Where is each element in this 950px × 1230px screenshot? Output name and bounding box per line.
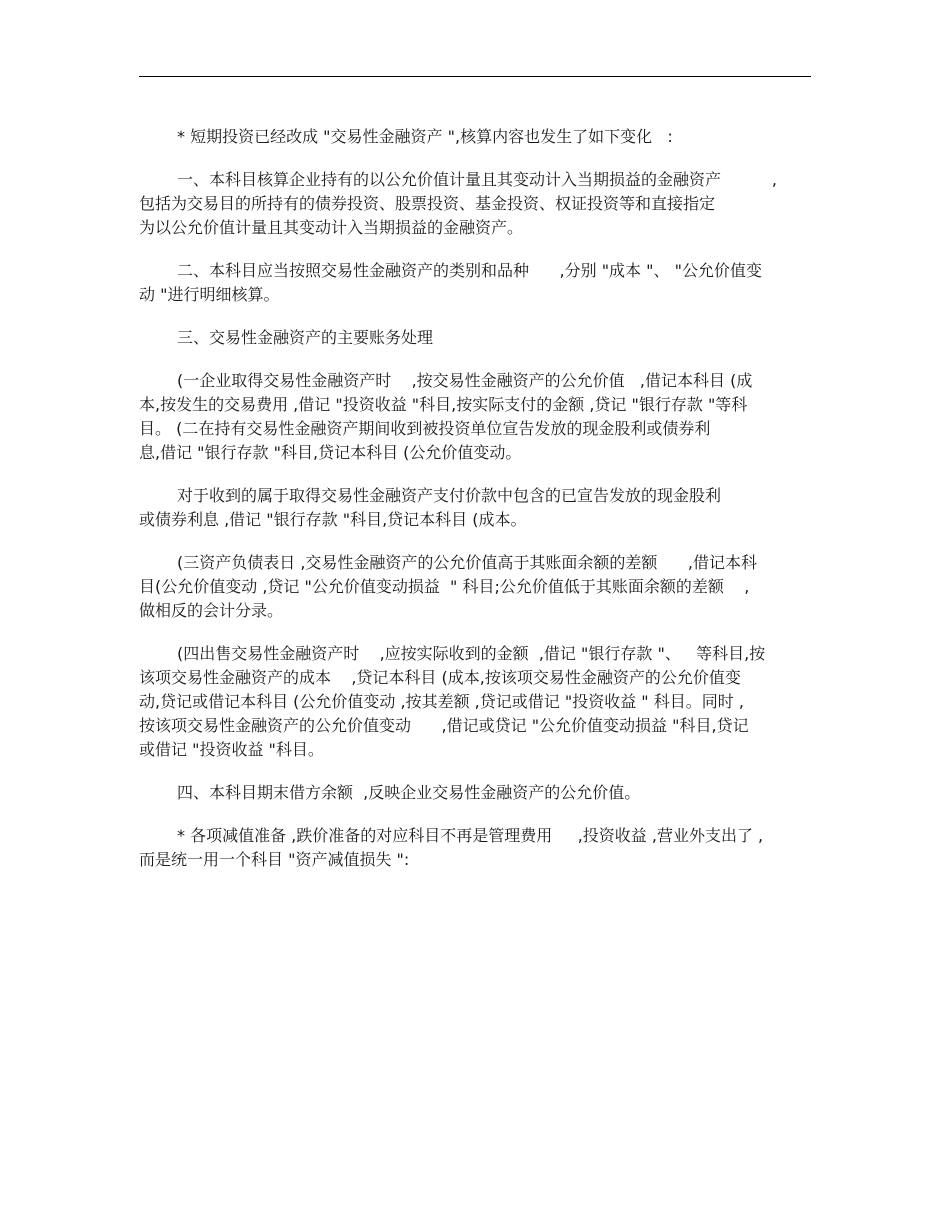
paragraph-short-term-investment-note [139, 125, 819, 149]
paragraph-item-3 [139, 551, 819, 623]
text-line: 动 "进行明细核算。 [139, 285, 280, 304]
text-line: 或借记 "投资收益 "科目。 [139, 740, 324, 759]
text-line: 一、本科目核算企业持有的以公允价值计量且其变动计入当期损益的金融资产 , [177, 170, 777, 189]
text-line: 四、本科目期末借方余额 ,反映企业交易性金融资产的公允价值。 [177, 783, 641, 802]
paragraph-section-4 [139, 781, 819, 805]
text-line: 目。 (二在持有交易性金融资产期间收到被投资单位宣告发放的现金股利或债券利 [139, 419, 711, 438]
text-line: (一企业取得交易性金融资产时 ,按交易性金融资产的公允价值 ,借记本科目 (成 [177, 371, 753, 390]
text-line: 该项交易性金融资产的成本 ,贷记本科目 (成本,按该项交易性金融资产的公允价值变 [139, 668, 741, 687]
header-rule [139, 76, 811, 77]
text-line: 做相反的会计分录。 [139, 601, 284, 620]
paragraph-section-3-heading [139, 326, 819, 350]
text-line: 息,借记 "银行存款 "科目,贷记本科目 (公允价值变动。 [139, 443, 522, 462]
text-line: 二、本科目应当按照交易性金融资产的类别和品种 ,分别 "成本 "、 "公允价值变 [177, 261, 762, 280]
paragraph-dividend-received [139, 484, 819, 532]
text-line: 本,按发生的交易费用 ,借记 "投资收益 "科目,按实际支付的金额 ,贷记 "银行存款 "等科 [139, 395, 748, 414]
text-line: 三、交易性金融资产的主要账务处理 [177, 328, 434, 347]
text-line: 动,贷记或借记本科目 (公允价值变动 ,按其差额 ,贷记或借记 "投资收益 " 科目。同时 , [139, 692, 744, 711]
text-line: 按该项交易性金融资产的公允价值变动 ,借记或贷记 "公允价值变动损益 "科目,贷记 [139, 716, 749, 735]
text-line: 为以公允价值计量且其变动计入当期损益的金融资产。 [139, 218, 524, 237]
paragraph-section-2 [139, 259, 819, 307]
text-line: * 各项减值准备 ,跌价准备的对应科目不再是管理费用 ,投资收益 ,营业外支出了 , [177, 826, 764, 845]
text-line: 或债券利息 ,借记 "银行存款 "科目,贷记本科目 (成本。 [139, 510, 527, 529]
text-line: (三资产负债表日 ,交易性金融资产的公允价值高于其账面余额的差额 ,借记本科 [177, 553, 758, 572]
paragraph-section-1 [139, 168, 819, 240]
text-line: 对于收到的属于取得交易性金融资产支付价款中包含的已宣告发放的现金股利 [177, 486, 722, 505]
document-body [139, 125, 819, 891]
text-line: 目(公允价值变动 ,贷记 "公允价值变动损益 " 科目;公允价值低于其账面余额的差额 , [139, 577, 750, 596]
paragraph-impairment-note [139, 824, 819, 872]
paragraph-item-4 [139, 642, 819, 762]
text-line: 包括为交易目的所持有的债券投资、股票投资、基金投资、权证投资等和直接指定 [139, 194, 716, 213]
text-line: 而是统一用一个科目 "资产减值损失 ": [139, 850, 410, 869]
paragraph-item-1-2 [139, 369, 819, 465]
text-line: (四出售交易性金融资产时 ,应按实际收到的金额 ,借记 "银行存款 "、 等科目,按 [177, 644, 766, 663]
text-line: * 短期投资已经改成 "交易性金融资产 ",核算内容也发生了如下变化 : [177, 127, 673, 146]
